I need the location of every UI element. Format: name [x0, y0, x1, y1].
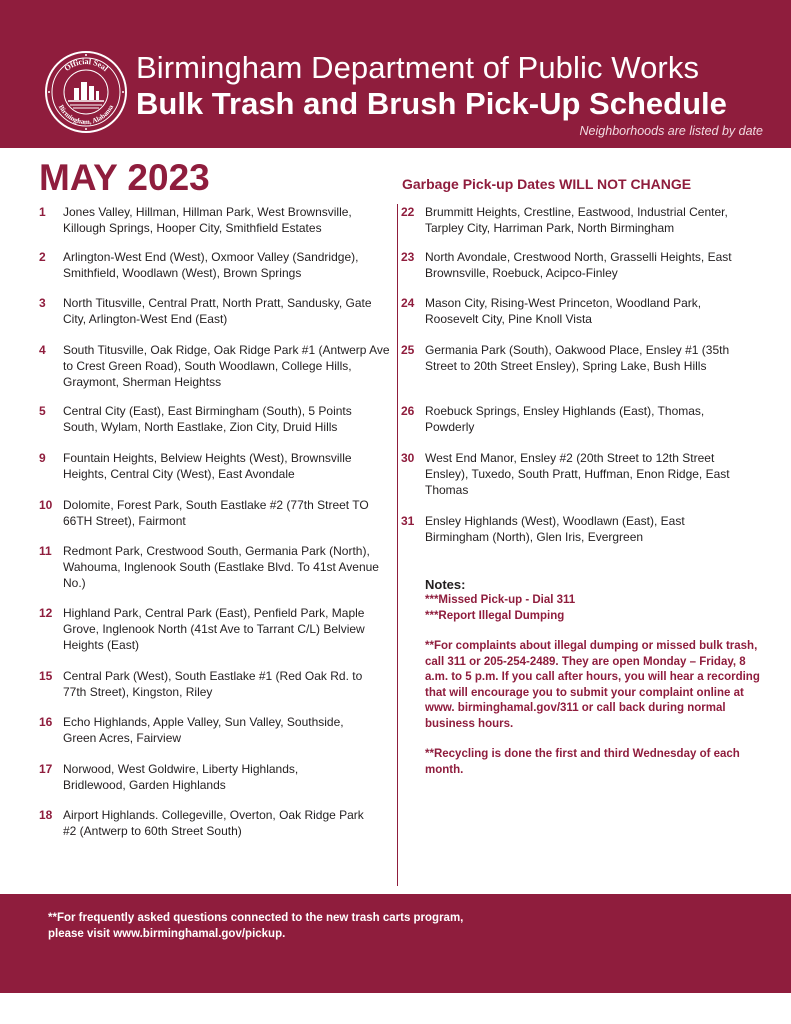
footer-line-2: please visit www.birminghamal.gov/pickup. — [48, 928, 286, 940]
entry-neighborhoods: Redmont Park, Crestwood South, Germania Park (North), Wahouma, Inglenook South (Eastlake Blvd. To 41st Avenue No.) — [63, 544, 379, 590]
schedule-entry — [401, 295, 751, 327]
entry-neighborhoods: Jones Valley, Hillman, Hillman Park, West Brownsville, Killough Springs, Hooper City, Smithfield Estates — [63, 205, 352, 235]
entry-day: 3 — [39, 296, 46, 310]
header-band — [0, 0, 791, 148]
entry-day: 9 — [39, 451, 46, 465]
schedule-entry — [39, 249, 393, 281]
footer-band — [0, 894, 791, 993]
entry-day: 26 — [401, 404, 415, 418]
entry-neighborhoods: West End Manor, Ensley #2 (20th Street to 12th Street Ensley), Tuxedo, South Pratt, Huffman, Enon Ridge, East Thomas — [425, 451, 730, 497]
entry-neighborhoods: North Titusville, Central Pratt, North Pratt, Sandusky, Gate City, Arlington-West End (East) — [63, 296, 372, 326]
schedule-entry — [39, 668, 383, 700]
schedule-entry — [39, 204, 389, 236]
schedule-entry — [39, 714, 379, 746]
schedule-entry — [401, 403, 745, 435]
entry-neighborhoods: South Titusville, Oak Ridge, Oak Ridge Park #1 (Antwerp Ave to Crest Green Road), South Woodlawn, College Hills, Graymont, Sherman Heightss — [63, 343, 390, 389]
schedule-entry — [39, 295, 383, 327]
complaints-note: **For complaints about illegal dumping or missed bulk trash, call 311 or 205-254-2489. They are open Monday – Friday, 8 a.m. to 5 p.m. If you call after hours, you will hear a recording that will encourage you to submit your complaint online at www. birminghamal.gov/311 or call back during normal business hours. — [425, 640, 760, 730]
footer-line-1: **For frequently asked questions connected to the new trash carts program, — [48, 912, 464, 924]
entry-day: 31 — [401, 514, 415, 528]
entry-neighborhoods: Roebuck Springs, Ensley Highlands (East), Thomas, Powderly — [425, 404, 705, 434]
notes-section — [425, 576, 765, 778]
schedule-entry — [39, 605, 389, 653]
svg-text:Birmingham, Alabama: Birmingham, Alabama — [56, 103, 116, 127]
entry-neighborhoods: Central Park (West), South Eastlake #1 (Red Oak Rd. to 77th Street), Kingston, Riley — [63, 669, 363, 699]
header-subtitle: Neighborhoods are listed by date — [579, 124, 763, 138]
entry-day: 1 — [39, 205, 46, 219]
entry-day: 24 — [401, 296, 415, 310]
schedule-entry — [39, 497, 379, 529]
entry-neighborhoods: Ensley Highlands (West), Woodlawn (East), East Birmingham (North), Glen Iris, Evergreen — [425, 514, 685, 544]
schedule-entry — [39, 403, 379, 435]
entry-neighborhoods: Fountain Heights, Belview Heights (West), Brownsville Heights, Central City (West), East Avondale — [63, 451, 352, 481]
entry-neighborhoods: Germania Park (South), Oakwood Place, Ensley #1 (35th Street to 20th Street Ensley), Spring Lake, Bush Hills — [425, 343, 730, 373]
schedule-entry — [401, 513, 725, 545]
city-seal-logo — [44, 50, 128, 134]
entry-day: 16 — [39, 715, 53, 729]
schedule-title: Bulk Trash and Brush Pick-Up Schedule — [136, 86, 727, 121]
schedule-entry — [39, 761, 343, 793]
notes-title: Notes: — [425, 577, 466, 592]
entry-day: 30 — [401, 451, 415, 465]
entry-day: 2 — [39, 250, 46, 264]
entry-day: 12 — [39, 606, 53, 620]
entry-day: 10 — [39, 498, 53, 512]
schedule-entry — [39, 342, 393, 390]
schedule-entry — [39, 543, 381, 591]
missed-pickup-note: ***Missed Pick-up - Dial 311 — [425, 594, 576, 606]
month-title: MAY 2023 — [39, 157, 210, 198]
schedule-entry — [401, 249, 751, 281]
entry-neighborhoods: Norwood, West Goldwire, Liberty Highlands, Bridlewood, Garden Highlands — [63, 762, 299, 792]
svg-text:Official Seal: Official Seal — [62, 56, 110, 74]
column-divider — [397, 204, 398, 886]
department-name: Birmingham Department of Public Works — [136, 50, 700, 85]
entry-neighborhoods: North Avondale, Crestwood North, Grasselli Heights, East Brownsville, Roebuck, Acipco-Finley — [425, 250, 732, 280]
entry-day: 15 — [39, 669, 53, 683]
entry-day: 17 — [39, 762, 53, 776]
entry-neighborhoods: Mason City, Rising-West Princeton, Woodland Park, Roosevelt City, Pine Knoll Vista — [425, 296, 702, 326]
entry-neighborhoods: Central City (East), East Birmingham (South), 5 Points South, Wylam, North Eastlake, Zion City, Druid Hills — [63, 404, 352, 434]
entry-neighborhoods: Echo Highlands, Apple Valley, Sun Valley, Southside, Green Acres, Fairview — [63, 715, 344, 745]
footer-text — [48, 910, 648, 942]
entry-day: 11 — [39, 544, 52, 558]
entry-neighborhoods: Arlington-West End (West), Oxmoor Valley (Sandridge), Smithfield, Woodlawn (West), Brown Springs — [63, 250, 359, 280]
entry-neighborhoods: Brummitt Heights, Crestline, Eastwood, Industrial Center, Tarpley City, Harriman Park, North Birmingham — [425, 205, 728, 235]
schedule-entry — [39, 450, 383, 482]
entry-day: 5 — [39, 404, 46, 418]
entry-neighborhoods: Airport Highlands. Collegeville, Overton, Oak Ridge Park #2 (Antwerp to 60th Street South) — [63, 808, 364, 838]
recycling-note: **Recycling is done the first and third Wednesday of each month. — [425, 748, 740, 776]
schedule-entry — [401, 204, 755, 236]
entry-day: 23 — [401, 250, 415, 264]
garbage-notice: Garbage Pick-up Dates WILL NOT CHANGE — [402, 176, 692, 192]
entry-day: 18 — [39, 808, 53, 822]
entry-day: 25 — [401, 343, 415, 357]
report-dumping-note: ***Report Illegal Dumping — [425, 609, 565, 622]
entry-neighborhoods: Dolomite, Forest Park, South Eastlake #2 (77th Street TO 66TH Street), Fairmont — [63, 498, 369, 528]
schedule-entry — [401, 342, 755, 374]
entry-day: 22 — [401, 205, 415, 219]
entry-day: 4 — [39, 343, 46, 357]
schedule-entry — [401, 450, 755, 498]
schedule-entry — [39, 807, 379, 839]
entry-neighborhoods: Highland Park, Central Park (East), Penfield Park, Maple Grove, Inglenook North (41st Ave to Tarrant C/L) Belview Heights (East) — [63, 606, 365, 652]
